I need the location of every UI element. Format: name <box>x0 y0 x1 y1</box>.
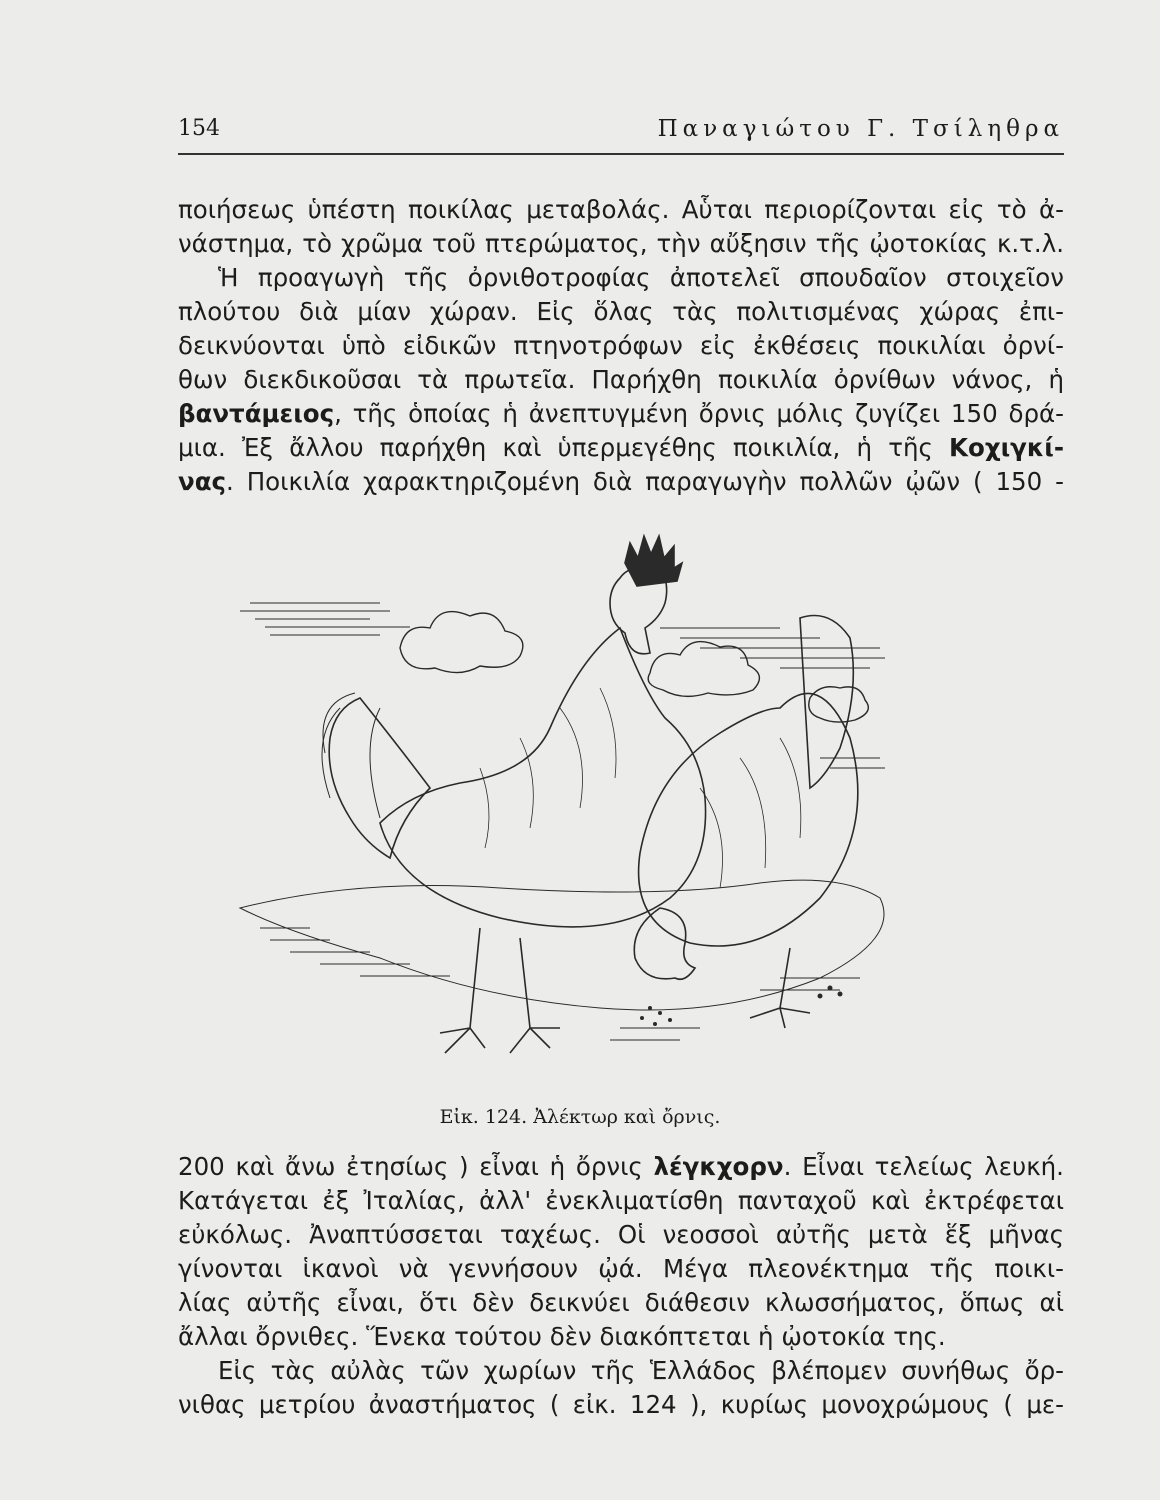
text-line: θων διεκδικοῦσαι τὰ πρωτεῖα. Παρήχθη ποικιλία ὀρνίθων νάνος, ἡ <box>178 365 1064 394</box>
hen-legs <box>750 948 810 1028</box>
text-run: μια. Ἐξ ἄλλου παρήχθη καὶ ὑπερμεγέθης ποικιλία, ἡ τῆς <box>178 433 950 462</box>
cloud <box>648 642 759 697</box>
sky-hatching <box>240 603 885 768</box>
text-run: , τῆς ὁποίας ἡ ἀνεπτυγμένη ὄρνις μόλις ζυγίζει 150 δρά- <box>334 399 1064 428</box>
text-line: Ἡ προαγωγὴ τῆς ὀρνιθοτροφίας ἀποτελεῖ σπουδαῖον στοιχεῖον <box>218 263 1064 292</box>
text-line <box>178 1150 1064 1184</box>
hen <box>634 616 858 1029</box>
text-line: πλούτου διὰ μίαν χώραν. Εἰς ὅλας τὰς πολιτισμένας χώρας ἐπι- <box>178 297 1064 326</box>
bold-term-bantam: βαντάμειος <box>178 399 335 428</box>
text-run: . Ποικιλία χαρακτηριζομένη διὰ παραγωγὴν πολλῶν ᾠῶν ( 150 - <box>226 467 1064 496</box>
text-line: νιθας μετρίου ἀναστήματος ( εἰκ. 124 ), κυρίως μονοχρώμους ( με- <box>178 1390 1064 1419</box>
hen-head <box>634 908 695 979</box>
bottom-paragraph <box>178 1150 1064 1422</box>
bold-term-cochin: Κοχιγκί- <box>949 433 1064 462</box>
text-line: δεικνύονται ὑπὸ εἰδικῶν πτηνοτρόφων εἰς ἐκθέσεις ποικιλίαι ὀρνί- <box>178 331 1064 360</box>
page-number: 154 <box>178 116 220 141</box>
header-rule <box>178 153 1064 155</box>
text-line: νάστημα, τὸ χρῶμα τοῦ πτερώματος, τὴν αὔξησιν τῆς ᾠοτοκίας κ.τ.λ. <box>178 229 1064 258</box>
bold-term-leghorn: λέγκχορν <box>653 1152 784 1181</box>
text-line: λίας αὐτῆς εἶναι, ὅτι δὲν δεικνύει διάθεσιν κλωσσήματος, ὅπως αἱ <box>178 1288 1064 1317</box>
page-header <box>178 116 1064 150</box>
rooster-legs <box>440 928 560 1053</box>
text-line <box>178 397 1064 431</box>
grain-dots <box>640 986 843 1027</box>
text-line: ποιήσεως ὑπέστη ποικίλας μεταβολάς. Αὗται περιορίζονται εἰς τὸ ἀ- <box>178 195 1064 224</box>
rooster-comb <box>625 536 682 586</box>
text-line <box>178 465 1064 499</box>
text-line: Εἰς τὰς αὐλὰς τῶν χωρίων τῆς Ἑλλάδος βλέπομεν συνήθως ὄρ- <box>218 1356 1064 1385</box>
ground <box>240 880 884 1010</box>
text-run: . Εἶναι τελείως λευκή. <box>783 1152 1064 1181</box>
running-head: Παναγιώτου Γ. Τσίληθρα <box>657 116 1064 142</box>
hen-body <box>639 693 858 946</box>
rooster-and-hen-illustration <box>180 508 900 1098</box>
text-line: ἄλλαι ὄρνιθες. Ἕνεκα τούτου δὲν διακόπτεται ἡ ᾠοτοκία της. <box>178 1322 946 1351</box>
cloud <box>400 612 523 673</box>
text-line <box>178 431 1064 465</box>
text-run: 200 καὶ ἄνω ἐτησίως ) εἶναι ἡ ὄρνις <box>178 1152 654 1181</box>
rooster-tail <box>329 698 430 858</box>
figure-caption: Εἰκ. 124. Ἀλέκτωρ καὶ ὄρνις. <box>439 1106 721 1128</box>
text-line: γίνονται ἱκανοὶ νὰ γεννήσουν ᾠά. Μέγα πλεονέκτημα τῆς ποικι- <box>178 1254 1064 1283</box>
bold-term-cochin-end: νας <box>178 467 227 496</box>
top-paragraph <box>178 193 1064 499</box>
rooster <box>322 536 706 1053</box>
text-line: εὐκόλως. Ἀναπτύσσεται ταχέως. Οἱ νεοσσοὶ αὐτῆς μετὰ ἕξ μῆνας <box>178 1220 1064 1249</box>
ground-hatching <box>260 928 860 1040</box>
rooster-body <box>380 628 706 927</box>
text-line: Κατάγεται ἐξ Ἰταλίας, ἀλλ' ἐνεκλιματίσθη πανταχοῦ καὶ ἐκτρέφεται <box>178 1186 1064 1215</box>
